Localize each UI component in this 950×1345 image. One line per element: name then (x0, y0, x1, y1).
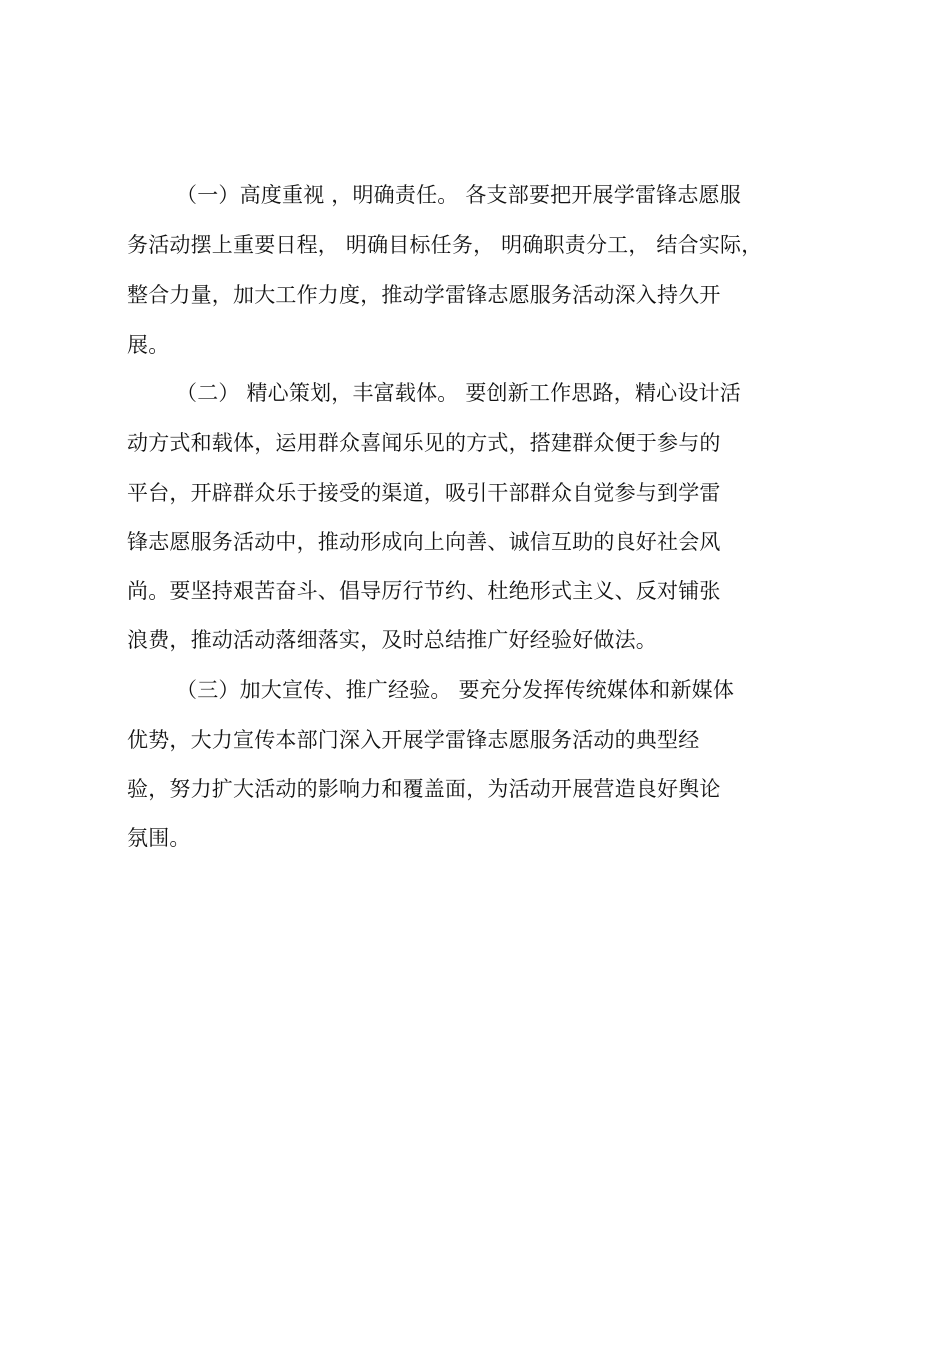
paragraph-2-line-3: 平台，开辟群众乐于接受的渠道，吸引干部群众自觉参与到学雷 (127, 481, 721, 505)
paragraph-2-line-1: （二） 精心策划，丰富载体。 要创新工作思路，精心设计活 (176, 381, 741, 405)
paragraph-2-line-5: 尚。要坚持艰苦奋斗、倡导厉行节约、杜绝形式主义、反对铺张 (127, 579, 721, 603)
paragraph-3-line-2: 优势，大力宣传本部门深入开展学雷锋志愿服务活动的典型经 (127, 728, 700, 752)
paragraph-1-line-1: （一）高度重视 ，明确责任。 各支部要把开展学雷锋志愿服 (176, 183, 741, 207)
paragraph-2-line-4: 锋志愿服务活动中，推动形成向上向善、诚信互助的良好社会风 (127, 530, 721, 554)
paragraph-1-line-3: 整合力量，加大工作力度，推动学雷锋志愿服务活动深入持久开 (127, 283, 721, 307)
paragraph-2-line-6: 浪费，推动活动落细落实，及时总结推广好经验好做法。 (127, 628, 657, 652)
paragraph-2-line-2: 动方式和载体，运用群众喜闻乐见的方式，搭建群众便于参与的 (127, 431, 721, 455)
paragraph-3-line-3: 验，努力扩大活动的影响力和覆盖面，为活动开展营造良好舆论 (127, 777, 721, 801)
paragraph-1-line-2: 务活动摆上重要日程， 明确目标任务， 明确职责分工， 结合实际， (127, 233, 763, 257)
paragraph-3-line-1: （三）加大宣传、推广经验。 要充分发挥传统媒体和新媒体 (176, 678, 735, 702)
paragraph-1-line-4: 展。 (127, 333, 170, 357)
paragraph-3-line-4: 氛围。 (127, 826, 191, 850)
